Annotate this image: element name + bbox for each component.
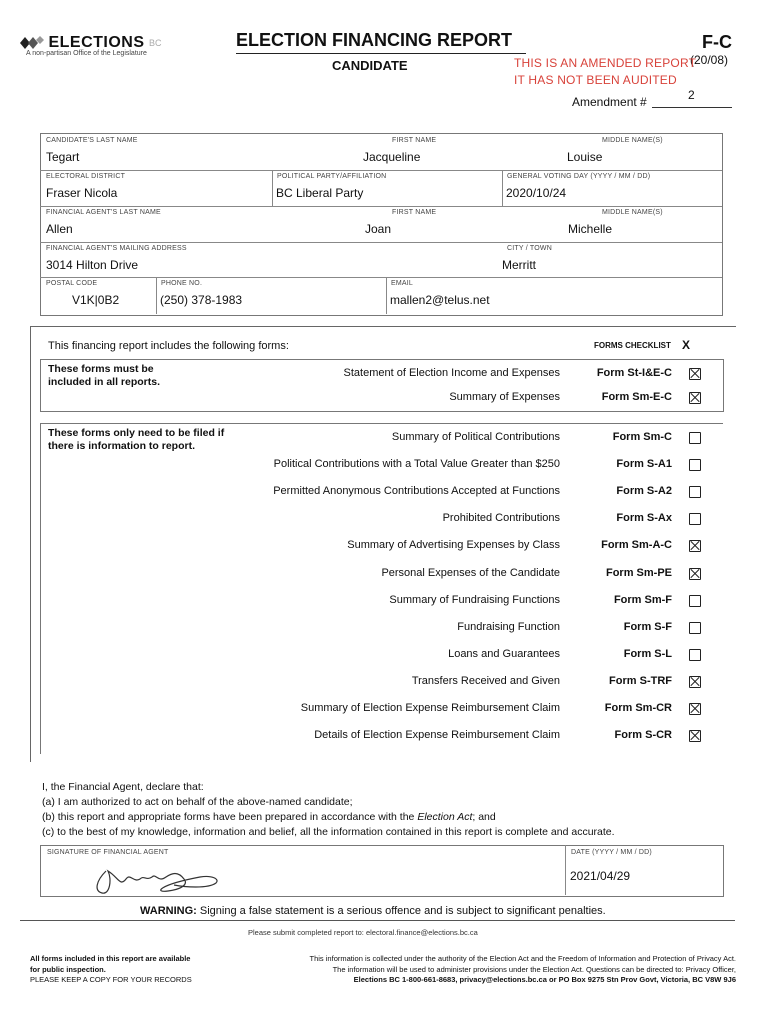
form-checkbox[interactable] — [689, 730, 701, 742]
footer-left-1: All forms included in this report are available — [30, 954, 191, 963]
candidate-first-name-label: FIRST NAME — [392, 137, 437, 144]
form-description: Prohibited Contributions — [442, 512, 560, 525]
report-subtitle: CANDIDATE — [332, 58, 408, 73]
form-code-label: Form Sm-F — [613, 593, 672, 606]
form-description: Details of Election Expense Reimbursement Claim — [314, 729, 560, 742]
city-label: CITY / TOWN — [507, 245, 552, 252]
forms-intro: This financing report includes the following forms: — [48, 340, 289, 352]
form-description: Summary of Advertising Expenses by Class — [347, 539, 560, 552]
divider — [156, 277, 157, 314]
form-description: Summary of Election Expense Reimbursement Claim — [300, 702, 560, 714]
form-description: Political Contributions with a Total Value Greater than $250 — [273, 458, 560, 471]
form-description: Summary of Political Contributions — [391, 431, 560, 443]
submit-note: Please submit completed report to: electoral.finance@elections.bc.ca — [248, 928, 478, 937]
form-description: Summary of Expenses — [449, 391, 560, 403]
form-checkbox[interactable] — [689, 676, 701, 688]
form-checkbox[interactable] — [689, 568, 701, 580]
warning-label: WARNING: — [140, 905, 197, 917]
date-label: DATE (YYYY / MM / DD) — [571, 849, 652, 856]
form-code-label: Form Sm-CR — [604, 702, 672, 714]
form-checkbox[interactable] — [689, 649, 701, 661]
form-checkbox[interactable] — [689, 368, 701, 380]
party-label: POLITICAL PARTY/AFFILIATION — [277, 173, 387, 180]
agent-signature[interactable] — [88, 857, 228, 899]
divider — [40, 170, 722, 171]
email-label: EMAIL — [391, 280, 414, 287]
warning — [140, 905, 606, 917]
form-code-label: Form S-F — [623, 620, 672, 633]
declaration-a: (a) I am authorized to act on behalf of the above-named candidate; — [42, 796, 353, 808]
footer-right-3: Elections BC 1-800-661-8683, privacy@elections.bc.ca or PO Box 9275 Stn Prov Govt, Victoria, BC V8W 9J6 — [353, 975, 736, 984]
candidate-first-name[interactable]: Jacqueline — [363, 150, 421, 164]
voting-day-value[interactable]: 2020/10/24 — [506, 186, 567, 200]
form-code-label: Form S-CR — [614, 729, 672, 742]
form-checkbox[interactable] — [689, 392, 701, 404]
org-name-suffix: BC — [148, 38, 162, 48]
email-value[interactable]: mallen2@telus.net — [390, 293, 490, 307]
footer-right — [236, 954, 736, 986]
declaration-intro: I, the Financial Agent, declare that: — [42, 781, 204, 793]
form-code-label: Form S-A2 — [616, 485, 672, 498]
org-name: ELECTIONS — [48, 34, 145, 51]
voting-day-label: GENERAL VOTING DAY (YYYY / MM / DD) — [507, 173, 651, 180]
divider — [20, 920, 735, 921]
divider — [40, 206, 722, 207]
form-checkbox[interactable] — [689, 595, 701, 607]
candidate-last-name[interactable]: Tegart — [46, 150, 80, 164]
checklist-label: FORMS CHECKLIST — [594, 341, 671, 350]
district-label: ELECTORAL DISTRICT — [46, 173, 126, 180]
title-underline — [236, 53, 526, 54]
form-code-label: Form Sm-A-C — [601, 539, 672, 552]
org-tagline: A non-partisan Office of the Legislature — [26, 50, 147, 58]
form-checkbox[interactable] — [689, 432, 701, 444]
address-label: FINANCIAL AGENT'S MAILING ADDRESS — [46, 245, 187, 252]
city-value[interactable]: Merritt — [502, 258, 536, 272]
phone-label: PHONE NO. — [161, 280, 203, 287]
divider — [565, 845, 566, 895]
form-code-label: Form S-A1 — [616, 458, 672, 471]
elections-bc-logo — [18, 34, 161, 57]
agent-last-name[interactable]: Allen — [46, 222, 73, 236]
agent-last-name-label: FINANCIAL AGENT'S LAST NAME — [46, 209, 161, 216]
form-code-label: Form St-I&E-C — [596, 367, 672, 379]
postal-label: POSTAL CODE — [46, 280, 98, 287]
form-checkbox[interactable] — [689, 459, 701, 471]
address-value[interactable]: 3014 Hilton Drive — [46, 258, 139, 272]
form-code-label: Form Sm-E-C — [601, 391, 672, 403]
footer-left-2: for public inspection. — [30, 964, 106, 974]
required-note: These forms must be included in all reports. — [48, 363, 161, 388]
form-description: Permitted Anonymous Contributions Accepted at Functions — [273, 485, 560, 498]
footer-left — [30, 954, 192, 986]
agent-middle-label: MIDDLE NAME(S) — [602, 209, 663, 216]
agent-first-name[interactable]: Joan — [365, 222, 392, 236]
amendment-label: Amendment # — [572, 95, 647, 109]
form-description: Fundraising Function — [457, 620, 560, 633]
report-title: ELECTION FINANCING REPORT — [236, 30, 513, 50]
form-code-label: Form S-L — [623, 647, 672, 660]
declaration-c: (c) to the best of my knowledge, information and belief, all the information contained in this report is complete and accurate. — [42, 826, 615, 838]
stamp-line-2: IT HAS NOT BEEN AUDITED — [514, 73, 677, 87]
form-checkbox[interactable] — [689, 486, 701, 498]
form-description: Transfers Received and Given — [411, 674, 560, 687]
form-checkbox[interactable] — [689, 513, 701, 525]
date-value[interactable]: 2021/04/29 — [570, 869, 631, 883]
form-checkbox[interactable] — [689, 540, 701, 552]
candidate-last-name-label: CANDIDATE'S LAST NAME — [46, 137, 138, 144]
form-description: Personal Expenses of the Candidate — [381, 566, 560, 579]
postal-value[interactable]: V1K|0B2 — [72, 293, 120, 307]
form-code-label: Form Sm-C — [612, 431, 672, 443]
form-code-label: Form S-TRF — [609, 674, 672, 687]
checklist-mark: X — [682, 338, 691, 352]
declaration — [42, 780, 615, 840]
form-checkbox[interactable] — [689, 703, 701, 715]
footer-left-3: PLEASE KEEP A COPY FOR YOUR RECORDS — [30, 975, 192, 984]
form-description: Summary of Fundraising Functions — [389, 593, 560, 606]
amendment-value[interactable]: 2 — [688, 88, 695, 102]
optional-note: These forms only need to be filed if there is information to report. — [48, 427, 225, 452]
divider — [40, 277, 722, 278]
agent-first-name-label: FIRST NAME — [392, 209, 437, 216]
form-checkbox[interactable] — [689, 622, 701, 634]
party-value[interactable]: BC Liberal Party — [276, 186, 364, 200]
candidate-middle-label: MIDDLE NAME(S) — [602, 137, 663, 144]
form-code-label: Form S-Ax — [616, 512, 672, 525]
amendment-line — [652, 107, 732, 108]
candidate-middle-name[interactable]: Louise — [567, 150, 603, 164]
divider — [272, 170, 273, 206]
form-description: Statement of Election Income and Expenses — [343, 367, 560, 379]
district-value[interactable]: Fraser Nicola — [46, 186, 118, 200]
declaration-b: (b) this report and appropriate forms have been prepared in accordance with the Election Act; and — [42, 811, 496, 823]
form-description: Loans and Guarantees — [448, 647, 560, 660]
divider — [40, 242, 722, 243]
form-code: F-C — [702, 32, 732, 52]
warning-text: Signing a false statement is a serious offence and is subject to significant penalties. — [199, 905, 606, 917]
signature-label: SIGNATURE OF FINANCIAL AGENT — [47, 849, 169, 856]
divider — [386, 277, 387, 314]
divider — [502, 170, 503, 206]
agent-middle-name[interactable]: Michelle — [568, 222, 613, 236]
amended-stamp — [514, 55, 696, 89]
stamp-line-1: THIS IS AN AMENDED REPORT — [514, 56, 697, 70]
form-version: (20/08) — [690, 53, 729, 67]
phone-value[interactable]: (250) 378-1983 — [160, 293, 243, 307]
form-code-label: Form Sm-PE — [605, 566, 672, 579]
footer-right-2: The information will be used to administer provisions under the Election Act. Questions can be directed to: Privacy Officer, — [332, 964, 736, 974]
footer-right-1: This information is collected under the authority of the Election Act and the Freedom of Information and Protection of Privacy Act. — [309, 954, 736, 963]
